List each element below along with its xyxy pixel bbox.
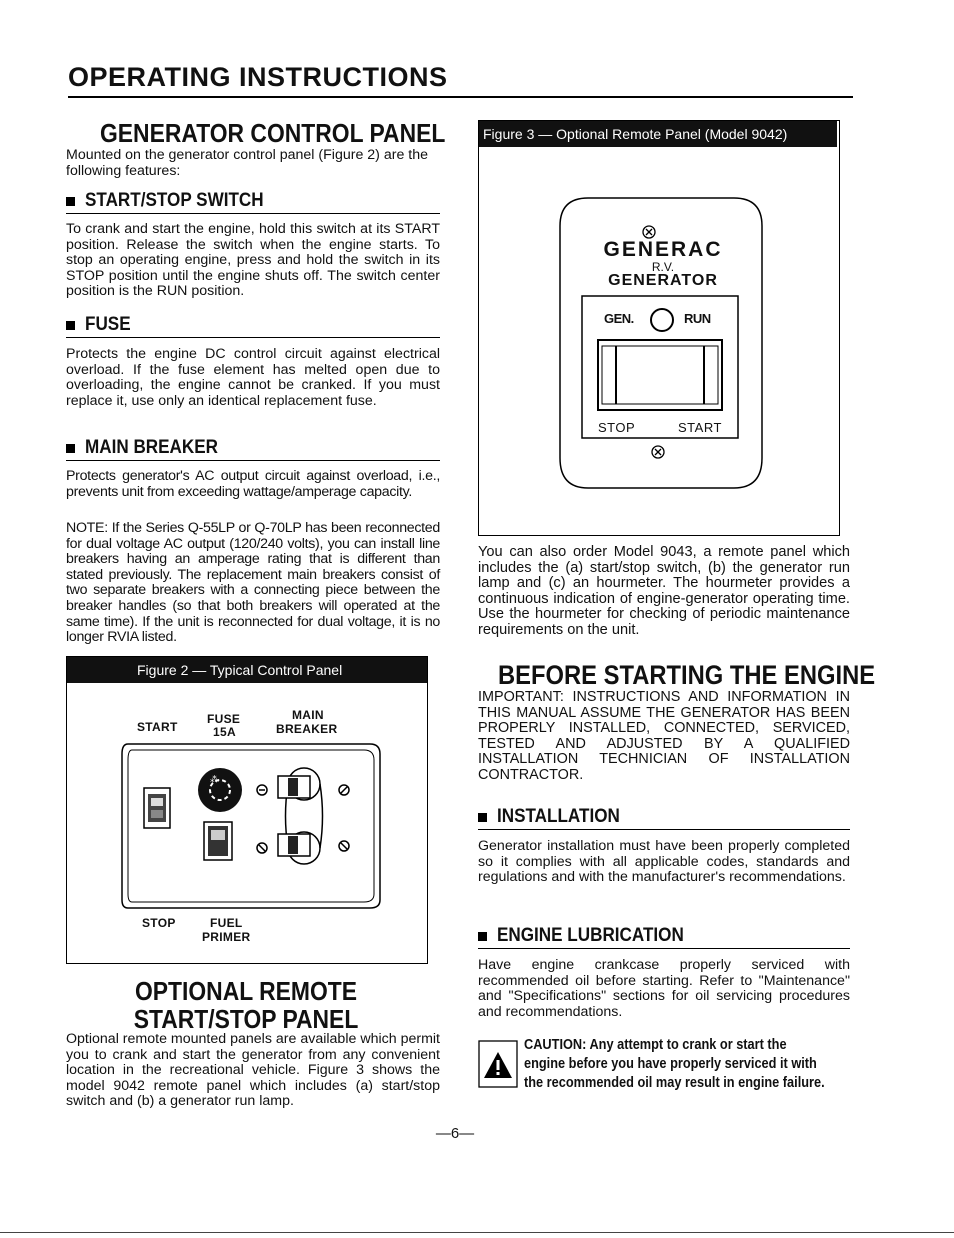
start-stop-heading — [66, 190, 440, 214]
screw-top-icon — [643, 226, 655, 238]
fig2-stop-label: STOP — [142, 916, 176, 930]
page-number: —6— — [435, 1125, 475, 1142]
caution-line-2: engine before you have properly serviced it with — [524, 1056, 817, 1072]
fig2-start-label: START — [137, 720, 178, 734]
run-lamp-icon — [651, 309, 673, 331]
caution-line-3: the recommended oil may result in engine failure. — [524, 1075, 825, 1091]
bullet-square-icon — [66, 321, 75, 330]
gen-label: GEN. — [604, 311, 634, 326]
rocker-switch-icon — [598, 340, 722, 410]
fig2-fuse-rating-label: 15A — [213, 725, 236, 739]
before-starting-text: IMPORTANT: INSTRUCTIONS AND INFORMATION IN THIS MANUAL ASSUME THE GENERATOR HAS BEEN PROPERLY INSTALLED, CONNECTED, SERVICED, TESTED AND ADJUSTED BY A QUALIFIED INSTALLATION TECHNICIAN OF INSTALLATION CONTRACTOR. — [478, 689, 850, 783]
generator-label: GENERATOR — [608, 272, 718, 289]
main-breaker-heading — [66, 437, 440, 461]
bullet-square-icon — [66, 444, 75, 453]
fuse-heading — [66, 314, 440, 338]
generator-control-panel-heading: GENERATOR CONTROL PANEL — [100, 118, 446, 148]
start-stop-switch-icon — [144, 788, 170, 828]
main-breaker-text: Protects generator's AC output circuit against overload, i.e., prevents unit from exceeding wattage/amperage capacity. — [66, 468, 440, 500]
title-rule — [68, 96, 853, 98]
bottom-edge-rule — [0, 1232, 954, 1233]
figure-2-caption: Figure 2 — Typical Control Panel — [67, 657, 427, 683]
engine-lubrication-title: ENGINE LUBRICATION — [497, 925, 684, 946]
optional-remote-text: Optional remote mounted panels are available which permit you to crank and start the generator from any convenient location in the recreational vehicle. Figure 3 shows the model 9042 remote panel which includes (a) start/stop switch and (b) a generator run lamp. — [66, 1031, 440, 1110]
engine-lubrication-text: Have engine crankcase properly serviced with recommended oil before starting. Refer to "Maintenance" and "Specifications" sections for oil servicing procedures and recommendations. — [478, 957, 850, 1020]
installation-title: INSTALLATION — [497, 806, 620, 827]
main-breaker-note: NOTE: If the Series Q-55LP or Q-70LP has been reconnected for dual voltage AC output (120/240 volts), you can install line breakers having an amperage rating that is different than stated previously. The replacement main breakers consist of two separate breakers with a connecting piece between the breaker handles (so that both breakers will operated at the same time). If the unit is reconnected for dual voltage, it is no longer RVIA listed. — [66, 520, 440, 646]
fig2-main-label: MAIN — [292, 708, 324, 722]
optional-remote-heading-line2: START/STOP PANEL — [133, 1004, 359, 1034]
figure-3-caption: Figure 3 — Optional Remote Panel (Model 9042) — [479, 121, 837, 147]
run-label: RUN — [684, 311, 711, 326]
optional-remote-heading-line1: OPTIONAL REMOTE — [134, 976, 358, 1006]
start-stop-text: To crank and start the engine, hold this switch at its START position. Release the switch when the engine starts. To stop an operating engine, press and hold the switch in its STOP position until the engine shuts off. The switch center position is the RUN position. — [66, 221, 440, 300]
before-starting-heading: BEFORE STARTING THE ENGINE — [498, 660, 876, 690]
bullet-square-icon — [478, 813, 487, 822]
fig2-primer-label: PRIMER — [202, 930, 251, 944]
mounting-screw-icon — [339, 785, 349, 851]
caution-line-1: CAUTION: Any attempt to crank or start the — [524, 1037, 787, 1053]
start-stop-title: START/STOP SWITCH — [85, 190, 264, 211]
caution-warning-icon — [478, 1040, 518, 1088]
fuse-text: Protects the engine DC control circuit against electrical overload. If the fuse element has melted open due to overloading, the engine cannot be cranked. If you must replace it, use only an identical replacement fuse. — [66, 346, 440, 409]
fig2-fuel-label: FUEL — [210, 916, 243, 930]
screw-bottom-icon — [652, 446, 664, 458]
main-breaker-icon — [257, 768, 323, 864]
rv-label: R.V. — [651, 260, 675, 274]
fig2-breaker-label: BREAKER — [276, 722, 338, 736]
stop-label: STOP — [598, 420, 636, 435]
gen-panel-intro: Mounted on the generator control panel (Figure 2) are the following features: — [66, 147, 429, 179]
main-breaker-title: MAIN BREAKER — [85, 437, 219, 458]
fuel-primer-switch-icon — [204, 822, 232, 860]
fig2-fuse-label: FUSE — [207, 712, 241, 726]
fuse-holder-icon — [198, 768, 242, 812]
bullet-square-icon — [478, 932, 487, 941]
start-label: START — [678, 420, 722, 435]
installation-text: Generator installation must have been properly completed so it complies with all applicable codes, standards and regulations and with the manufacturer's recommendations. — [478, 838, 850, 886]
fuse-title: FUSE — [85, 314, 131, 335]
control-panel-illustration — [118, 738, 384, 912]
generac-brand: GENERAC — [603, 238, 723, 261]
engine-lubrication-heading — [478, 925, 850, 949]
installation-heading — [478, 806, 850, 830]
bullet-square-icon — [66, 197, 75, 206]
page-title: OPERATING INSTRUCTIONS — [68, 62, 448, 92]
model-9043-text: You can also order Model 9043, a remote panel which includes the (a) start/stop switch, (b) the generator run lamp and (c) an hourmeter. The hourmeter provides a continuous indication of engine-generator operating time. Use the hourmeter for checking of periodic maintenance requirements on the unit. — [478, 544, 850, 638]
svg-text:⁂: ⁂ — [210, 775, 219, 785]
